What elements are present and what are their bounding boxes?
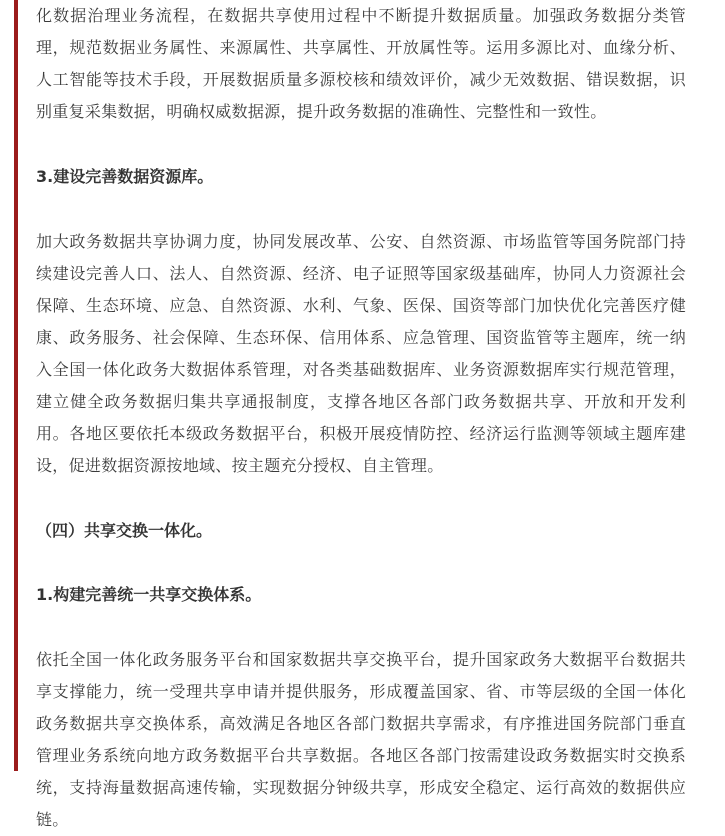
heading-section-four: （四）共享交换一体化。: [36, 521, 213, 540]
spacer: [36, 547, 686, 579]
spacer: [36, 128, 686, 161]
paragraph-exchange-system: 依托全国一体化政务服务平台和国家数据共享交换平台，提升国家政务大数据平台数据共享支撑能力，统一受理共享申请并提供服务，形成覆盖国家、省、市等层级的全国一体化政务数据共享交换体系，高效满足各地区各部门数据共享需求，有序推进国务院部门垂直管理业务系统向地方政务数据平台共享数据。各地区各部门按需建设政务数据实时交换系统，支持海量数据高速传输，实现数据分钟级共享，形成安全稳定、运行高效的数据供应链。: [36, 650, 686, 829]
heading-build-exchange-system: 1.构建完善统一共享交换体系。: [36, 585, 262, 604]
spacer: [36, 482, 686, 515]
spacer: [36, 193, 686, 226]
article-content: [36, 0, 686, 836]
left-accent-bar: [0, 0, 18, 771]
heading-build-resource-library: 3.建设完善数据资源库。: [36, 167, 214, 186]
spacer: [36, 611, 686, 644]
paragraph-data-quality: 化数据治理业务流程，在数据共享使用过程中不断提升数据质量。加强政务数据分类管理，规范数据业务属性、来源属性、共享属性、开放属性等。运用多源比对、血缘分析、人工智能等技术手段，开展数据质量多源校核和绩效评价，减少无效数据、错误数据，识别重复采集数据，明确权威数据源，提升政务数据的准确性、完整性和一致性。: [36, 6, 686, 121]
paragraph-resource-library: 加大政务数据共享协调力度，协同发展改革、公安、自然资源、市场监管等国务院部门持续建设完善人口、法人、自然资源、经济、电子证照等国家级基础库，协同人力资源社会保障、生态环境、应急、自然资源、水利、气象、医保、国资等部门加快优化完善医疗健康、政务服务、社会保障、生态环保、信用体系、应急管理、国资监管等主题库，统一纳入全国一体化政务大数据体系管理，对各类基础数据库、业务资源数据库实行规范管理，建立健全政务数据归集共享通报制度，支撑各地区各部门政务数据共享、开放和开发利用。各地区要依托本级政务数据平台，积极开展疫情防控、经济运行监测等领域主题库建设，促进数据资源按地域、按主题充分授权、自主管理。: [36, 232, 686, 475]
